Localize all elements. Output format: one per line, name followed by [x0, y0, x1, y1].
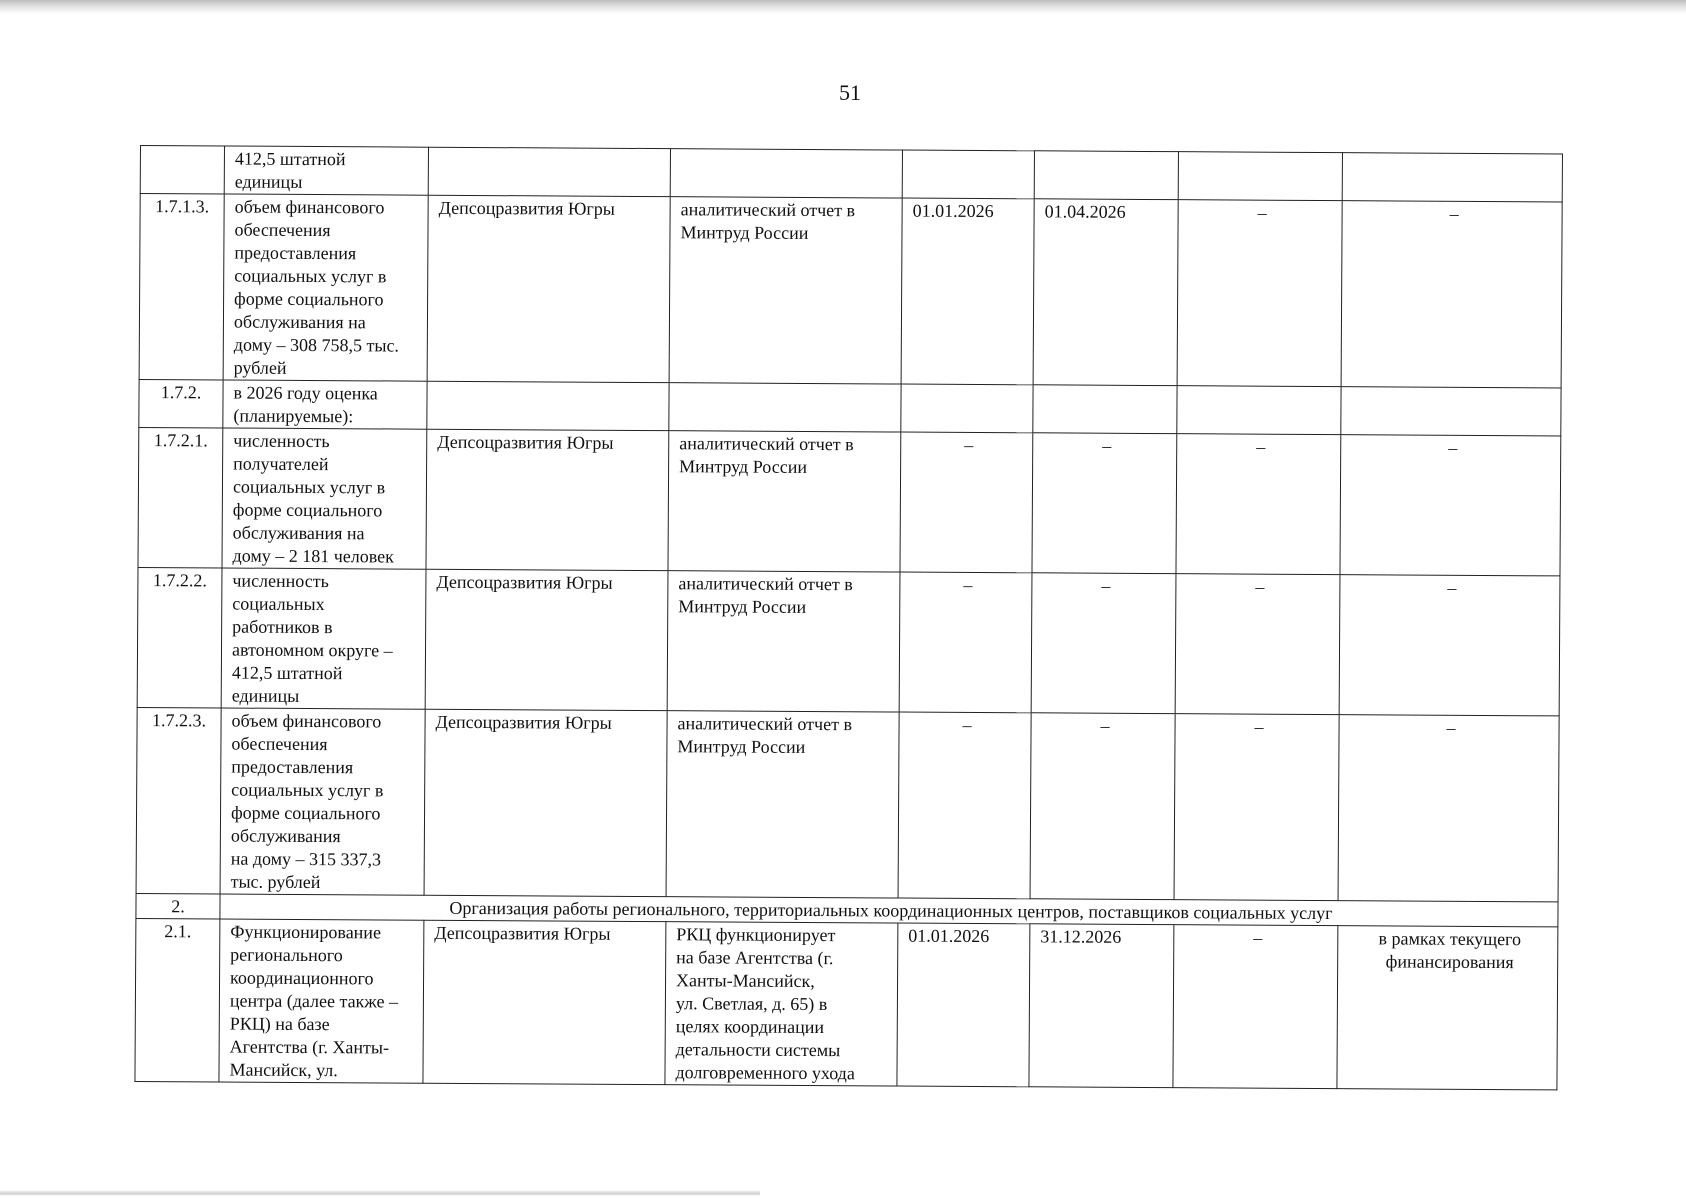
cell-source — [1337, 926, 1558, 1090]
cell-result-line: Минтруд России — [679, 456, 808, 477]
cell-description-line: Функционирование — [230, 921, 382, 943]
cell-description-line: численность — [233, 430, 330, 452]
cell-amount — [1177, 386, 1341, 435]
cell-description-line: Мансийск, ул. — [229, 1059, 338, 1081]
cell-start-date — [902, 150, 1034, 199]
cell-description-line: предоставления — [231, 756, 354, 778]
cell-source-line: – — [1447, 577, 1457, 598]
cell-end-date: 31.12.2026 — [1029, 924, 1174, 1088]
cell-description-line: социальных — [232, 593, 325, 615]
cell-amount: – — [1177, 200, 1342, 387]
cell-source — [1341, 201, 1562, 388]
cell-description — [220, 708, 425, 895]
cell-number — [140, 146, 224, 194]
cell-result-line: ул. Светлая, д. 65) в — [675, 993, 828, 1015]
cell-source — [1339, 575, 1560, 716]
cell-description-line: получателей — [233, 453, 329, 475]
cell-description-line: тыс. рублей — [230, 871, 321, 893]
cell-source — [1342, 153, 1562, 202]
cell-description — [223, 194, 428, 381]
cell-result-line: Минтруд России — [680, 222, 809, 243]
cell-result-line: долговременного ухода — [675, 1062, 855, 1084]
cell-responsible: Депсоцразвития Югры — [425, 569, 668, 710]
scan-edge-top — [0, 0, 1686, 14]
cell-number: 1.7.2.2. — [137, 567, 222, 707]
cell-description-line: обеспечения — [231, 733, 328, 755]
cell-responsible — [428, 147, 670, 196]
cell-source — [1341, 387, 1561, 436]
table-body — [135, 146, 1563, 1090]
cell-end-date — [1034, 151, 1178, 200]
cell-result — [665, 922, 898, 1086]
cell-start-date — [901, 384, 1033, 433]
cell-description-line: регионального — [230, 944, 343, 966]
table-row — [139, 379, 1561, 435]
cell-description-line: обслуживания — [230, 825, 341, 847]
cell-start-date: – — [899, 572, 1032, 713]
cell-description-line: социальных услуг в — [232, 476, 386, 498]
cell-source-line: в рамках текущего — [1378, 928, 1522, 950]
cell-result-line: аналитический отчет в — [678, 573, 853, 595]
cell-source — [1340, 435, 1561, 576]
cell-start-date: 01.01.2026 — [901, 198, 1034, 385]
cell-responsible: Депсоцразвития Югры — [427, 195, 670, 382]
cell-description-line: 412,5 штатной — [231, 662, 343, 684]
cell-end-date: – — [1031, 573, 1176, 714]
cell-end-date: – — [1032, 433, 1177, 574]
cell-result — [666, 711, 899, 898]
cell-description-line: (планируемые): — [233, 405, 354, 427]
cell-description-line: обеспечения — [234, 219, 331, 241]
cell-description-line: на дому – 315 337,3 — [230, 848, 382, 870]
cell-description-line: единицы — [234, 171, 303, 192]
cell-amount: – — [1173, 925, 1338, 1089]
cell-description-line: форме социального — [232, 499, 383, 521]
cell-result — [669, 197, 902, 384]
cell-result — [670, 149, 902, 198]
cell-source-line: – — [1449, 203, 1459, 224]
cell-result-line: Минтруд России — [677, 736, 806, 757]
cell-number: 1.7.2.1. — [138, 427, 223, 567]
cell-number: 2.1. — [135, 918, 220, 1081]
cell-description-line: Агентства (г. Ханты- — [229, 1036, 390, 1058]
cell-description-line: в 2026 году оценка — [233, 382, 378, 404]
section-title: Организация работы регионального, территориальных координационных центров, поставщиков социальных услуг — [220, 894, 1558, 927]
cell-end-date — [1033, 385, 1177, 434]
cell-start-date: 01.01.2026 — [897, 923, 1030, 1087]
cell-source-line: – — [1446, 717, 1456, 738]
cell-number: 1.7.2. — [139, 379, 223, 427]
cell-description-line: обслуживания на — [232, 522, 365, 544]
cell-result-line: аналитический отчет в — [679, 433, 854, 455]
cell-description — [221, 568, 426, 709]
cell-description-line: социальных услуг в — [234, 265, 387, 287]
table-row — [139, 194, 1562, 388]
cell-responsible: Депсоцразвития Югры — [426, 429, 669, 570]
cell-start-date: – — [898, 712, 1031, 899]
cell-description-line: дому – 308 758,5 тыс. — [233, 334, 400, 356]
cell-description-line: объем финансового — [231, 710, 382, 732]
table-row — [137, 567, 1560, 715]
cell-result-line: аналитический отчет в — [677, 713, 853, 735]
cell-description-line: единицы — [231, 685, 300, 706]
cell-result-line: Ханты-Мансийск, — [675, 970, 815, 992]
cell-description-line: социальных услуг в — [231, 779, 384, 801]
cell-start-date: – — [900, 432, 1033, 573]
cell-description-line: работников в — [232, 616, 333, 638]
cell-description-line: центра (далее также – — [229, 990, 399, 1012]
cell-responsible: Депсоцразвития Югры — [424, 709, 667, 896]
cell-description — [224, 146, 428, 195]
page-number: 51 — [839, 80, 861, 105]
cell-description-line: 412,5 штатной — [234, 148, 346, 170]
cell-description-line: предоставления — [234, 242, 357, 264]
cell-result-line: аналитический отчет в — [680, 199, 856, 221]
cell-description — [222, 428, 427, 569]
cell-description-line: обслуживания на — [233, 311, 366, 333]
cell-source-line: – — [1448, 437, 1458, 458]
table-row — [136, 707, 1559, 901]
cell-result-line: детальности системы — [675, 1039, 841, 1061]
cell-description-line: дому – 2 181 человек — [232, 545, 394, 567]
cell-result-line: целях координации — [675, 1016, 825, 1038]
cell-amount — [1178, 152, 1342, 201]
table-row — [138, 427, 1561, 575]
cell-description — [219, 919, 424, 1083]
cell-result — [667, 571, 900, 712]
cell-end-date: 01.04.2026 — [1033, 199, 1178, 386]
cell-source — [1338, 715, 1559, 902]
cell-responsible: Депсоцразвития Югры — [423, 920, 666, 1084]
cell-result — [668, 431, 901, 572]
cell-description-line: РКЦ) на базе — [229, 1013, 330, 1035]
scan-edge-bottom — [0, 1190, 760, 1196]
cell-end-date: – — [1030, 713, 1175, 900]
table-row — [135, 918, 1558, 1089]
plan-table — [134, 145, 1563, 1090]
cell-number: 1.7.2.3. — [136, 707, 221, 893]
cell-amount: – — [1174, 714, 1339, 901]
cell-description-line: координационного — [230, 967, 374, 989]
cell-result-line: Минтруд России — [678, 596, 807, 617]
section-number: 2. — [136, 893, 220, 918]
cell-description-line: численность — [232, 570, 329, 592]
cell-number: 1.7.1.3. — [139, 194, 224, 380]
cell-responsible — [427, 381, 669, 430]
cell-description-line: форме социального — [230, 802, 381, 824]
cell-source-line: финансирования — [1385, 951, 1514, 973]
cell-description-line: автономном округе – — [231, 639, 393, 661]
table-row — [140, 146, 1562, 202]
cell-amount: – — [1176, 434, 1341, 575]
cell-description-line: рублей — [233, 357, 287, 378]
cell-description — [223, 380, 427, 429]
cell-result — [669, 383, 901, 432]
cell-result-line: РКЦ функционирует — [676, 924, 836, 946]
cell-description-line: объем финансового — [234, 196, 385, 218]
cell-description-line: форме социального — [234, 288, 384, 310]
cell-amount: – — [1175, 574, 1340, 715]
cell-result-line: на базе Агентства (г. — [676, 947, 834, 969]
